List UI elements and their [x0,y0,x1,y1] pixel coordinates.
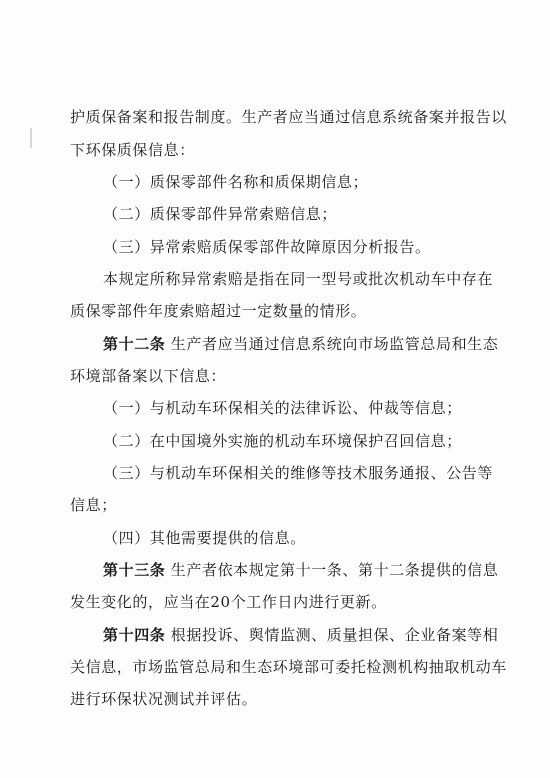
article-number: 第十三条 [103,561,166,579]
body-line: 下环保质保信息： [70,141,195,159]
list-item: （一）质保零部件名称和质保期信息； [103,173,369,191]
article-heading-13: 第十三条 生产者依本规定第十一条、第十二条提供的信息 [103,561,499,579]
body-line: 发生变化的，应当在20个工作日内进行更新。 [70,593,387,611]
list-item: （三）与机动车环保相关的维修等技术服务通报、公告等 [103,464,494,482]
body-line: 信息； [70,496,117,514]
article-number: 第十二条 [103,335,166,353]
list-item: （三）异常索赔质保零部件故障原因分析报告。 [103,238,431,256]
scan-mark [30,128,32,148]
list-item: （四）其他需要提供的信息。 [103,529,306,547]
list-item: （二）质保零部件异常索赔信息； [103,205,338,223]
body-line: 进行环保状况测试并评估。 [70,690,258,708]
body-line: 本规定所称异常索赔是指在同一型号或批次机动车中存在 [103,270,494,288]
body-line: 环境部备案以下信息： [70,367,227,385]
list-item: （一）与机动车环保相关的法律诉讼、仲裁等信息； [103,399,462,417]
article-number: 第十四条 [103,626,166,644]
article-heading-12: 第十二条 生产者应当通过信息系统向市场监管总局和生态 [103,335,499,353]
body-line: 护质保备案和报告制度。生产者应当通过信息系统备案并报告以 [70,108,507,126]
body-line: 质保零部件年度索赔超过一定数量的情形。 [70,302,367,320]
body-line: 关信息，市场监管总局和生态环境部可委托检测机构抽取机动车 [70,658,507,676]
list-item: （二）在中国境外实施的机动车环境保护召回信息； [103,432,462,450]
article-heading-14: 第十四条 根据投诉、舆情监测、质量担保、企业备案等相 [103,626,499,644]
